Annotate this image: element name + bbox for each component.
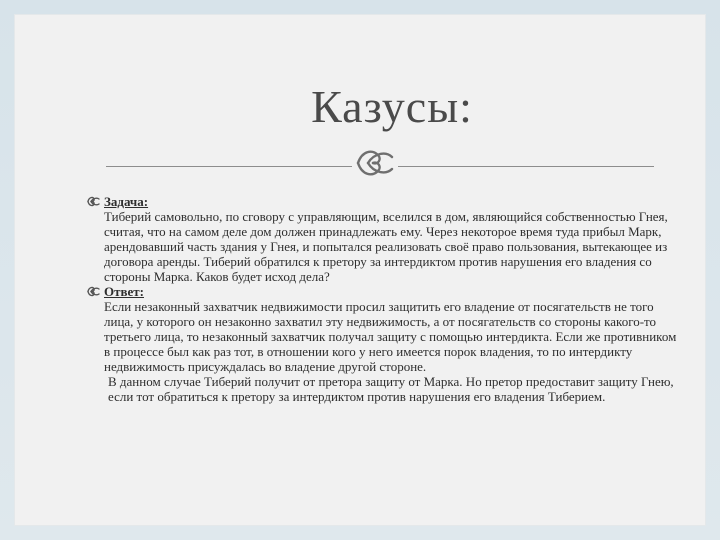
section-task bbox=[86, 194, 682, 284]
section-paragraph: Тиберий самовольно, по сговору с управляющим, вселился в дом, являющийся собственностью Гнея, считая, что на самом деле дом должен принадлежать ему. Через некоторое время туда прибыл Марк, арендовавший часть здания у Гнея, и попытался реализовать своё право пользования, вытекающее из договора аренды. Тиберий обратился к претору за интердиктом против нарушения его владения со стороны Марка. Каков будет исход дела? bbox=[104, 209, 668, 284]
section-heading: Ответ: bbox=[104, 284, 145, 299]
swirl-ornament-icon bbox=[352, 145, 398, 181]
section-answer bbox=[86, 284, 682, 404]
slide bbox=[14, 14, 706, 526]
slide-content bbox=[86, 194, 682, 404]
section-paragraph: Если незаконный захватчик недвижимости просил защитить его владение от посягательств не того лица, у которого он незаконно захватил эту недвижимость, а от посягательств со стороны какого-то третьего лица, то незаконный захватчик получал защиту с помощью интердикта. Если же противником в процессе был как раз тот, в отношении кого у него имеется порок владения, то по интердикту недвижимость присуждалась во владение другой стороне. bbox=[104, 299, 677, 374]
section-paragraph: В данном случае Тиберий получит от претора защиту от Марка. Но претор предоставит защиту Гнею, если тот обратиться к претору за интердиктом против нарушения его владения Тиберием. bbox=[108, 374, 674, 404]
swirl-bullet-icon bbox=[86, 195, 100, 208]
swirl-bullet-icon bbox=[86, 285, 100, 298]
section-heading: Задача: bbox=[104, 194, 149, 209]
slide-title: Казусы: bbox=[311, 81, 473, 132]
